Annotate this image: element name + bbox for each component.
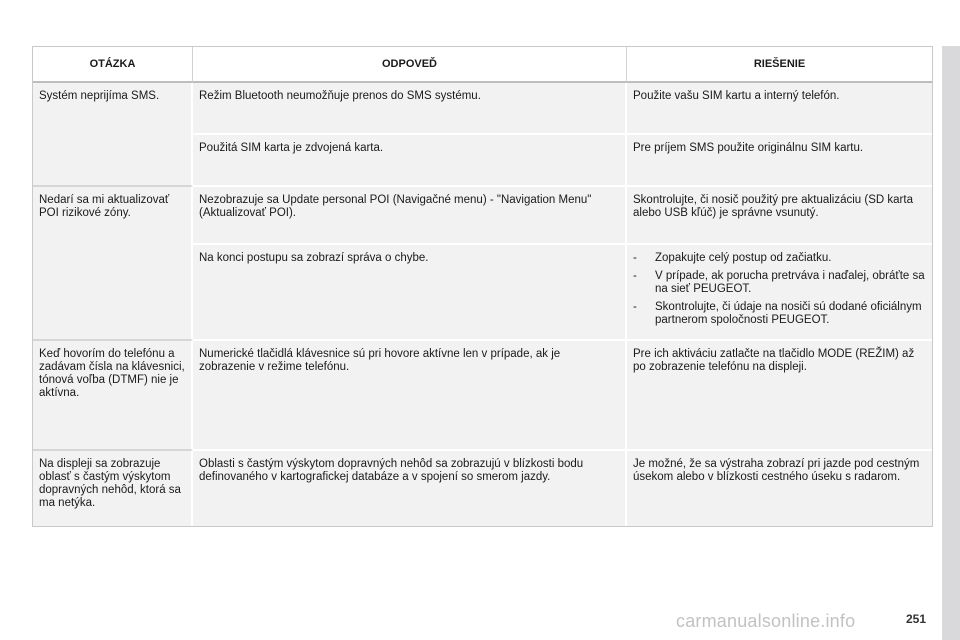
solution-cell	[627, 245, 932, 341]
solution-cell: Skontrolujte, či nosič použitý pre aktualizáciu (SD karta alebo USB kľúč) je správne vsunutý.	[627, 187, 932, 245]
question-cell: Na displeji sa zobrazuje oblasť s častým výskytom dopravných nehôd, ktorá sa ma netýka.	[33, 451, 193, 526]
question-cell: Nedarí sa mi aktualizovať POI rizikové zóny.	[33, 187, 193, 341]
page-number: 251	[906, 612, 927, 626]
answer-cell: Použitá SIM karta je zdvojená karta.	[193, 135, 627, 187]
answer-cell: Na konci postupu sa zobrazí správa o chybe.	[193, 245, 627, 341]
list-item: - V prípade, ak porucha pretrváva i naďalej, obráťte sa na sieť PEUGEOT.	[633, 270, 926, 296]
table-row	[33, 187, 932, 245]
list-item: - Skontrolujte, či údaje na nosiči sú dodané oficiálnym partnerom spoločnosti PEUGEOT.	[633, 301, 926, 327]
watermark: carmanualsonline.info	[676, 611, 856, 631]
answer-cell: Oblasti s častým výskytom dopravných nehôd sa zobrazujú v blízkosti bodu definovaného v kartografickej databáze a v spojení so smerom jazdy.	[193, 451, 627, 526]
solution-list	[633, 252, 926, 327]
answer-cell: Nezobrazuje sa Update personal POI (Navigačné menu) - "Navigation Menu" (Aktualizovať POI).	[193, 187, 627, 245]
question-cell: Systém neprijíma SMS.	[33, 83, 193, 187]
solution-cell: Pre príjem SMS použite originálnu SIM kartu.	[627, 135, 932, 187]
table-row	[33, 341, 932, 451]
table-row	[33, 83, 932, 135]
answer-cell: Režim Bluetooth neumožňuje prenos do SMS systému.	[193, 83, 627, 135]
solution-cell: Je možné, že sa výstraha zobrazí pri jazde pod cestným úsekom alebo v blízkosti cestného úseku s radarom.	[627, 451, 932, 526]
table-header-row	[33, 47, 932, 83]
table-row	[33, 451, 932, 526]
side-bar	[942, 46, 960, 640]
list-item: - Zopakujte celý postup od začiatku.	[633, 252, 926, 265]
answer-cell: Numerické tlačidlá klávesnice sú pri hovore aktívne len v prípade, ak je zobrazenie v režime telefónu.	[193, 341, 627, 451]
solution-cell: Pre ich aktiváciu zatlačte na tlačidlo MODE (REŽIM) až po zobrazenie telefónu na displeji.	[627, 341, 932, 451]
header-answer: ODPOVEĎ	[193, 47, 627, 83]
header-solution: RIEŠENIE	[627, 47, 932, 83]
solution-cell: Použite vašu SIM kartu a interný telefón.	[627, 83, 932, 135]
troubleshooting-table	[32, 46, 933, 527]
header-question: OTÁZKA	[33, 47, 193, 83]
question-cell: Keď hovorím do telefónu a zadávam čísla na klávesnici, tónová voľba (DTMF) nie je aktívna.	[33, 341, 193, 451]
